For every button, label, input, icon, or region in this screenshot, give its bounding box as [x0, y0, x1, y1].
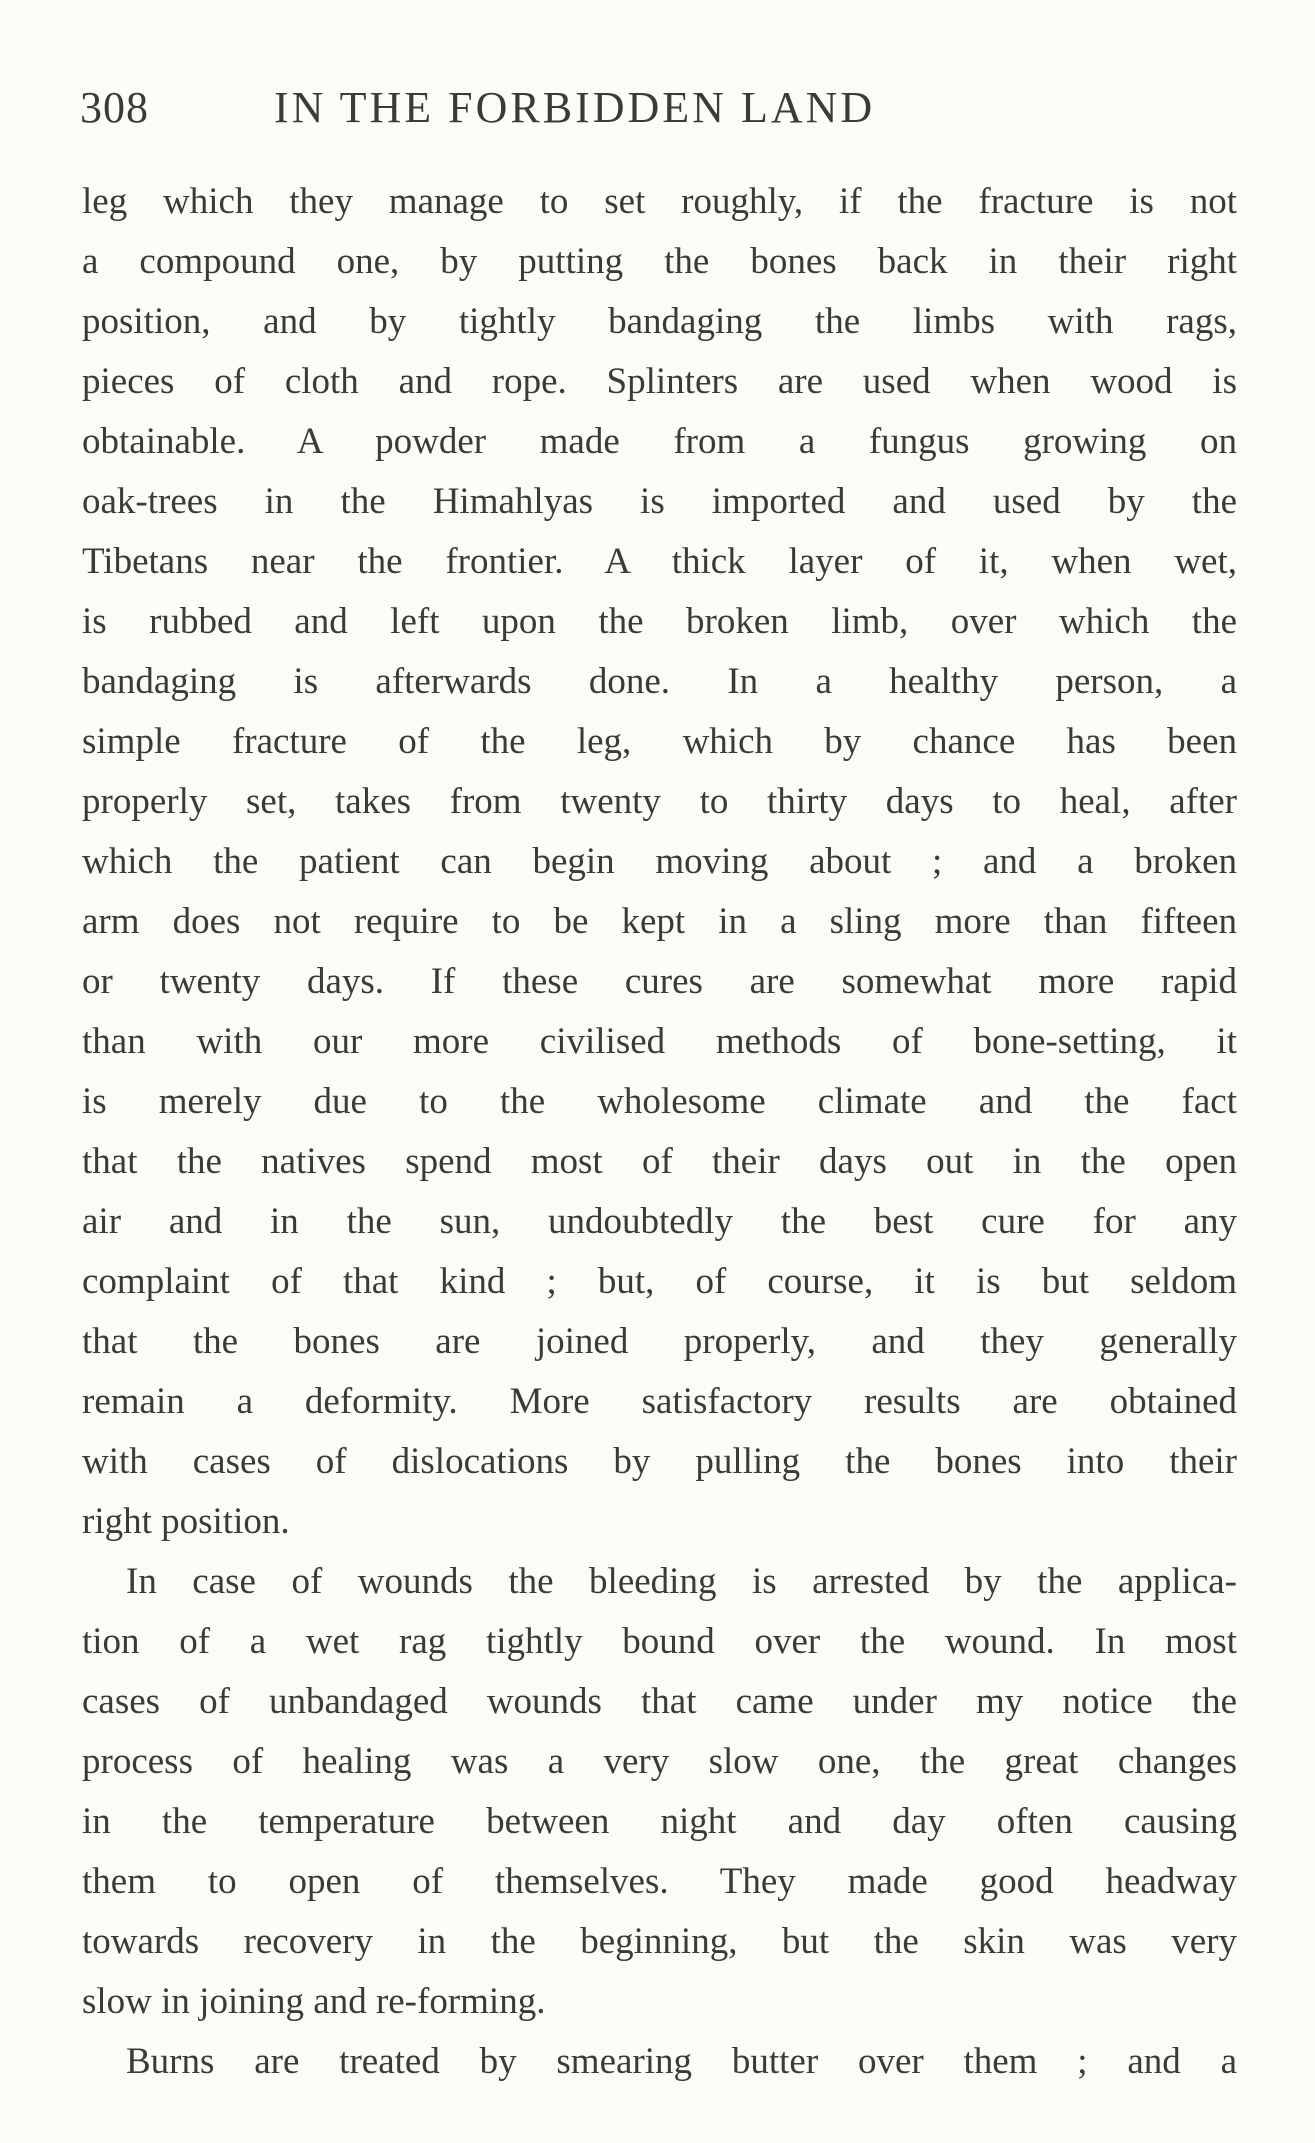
text-line: properly set, takes from twenty to thirty days to heal, after	[82, 781, 1237, 822]
text-line: oak-trees in the Himahlyas is imported and used by the	[82, 481, 1237, 522]
text-line: slow in joining and re-forming.	[82, 1981, 546, 2022]
text-line: process of healing was a very slow one, the great changes	[82, 1741, 1237, 1782]
text-line: a compound one, by putting the bones back in their right	[82, 241, 1237, 282]
text-line: that the natives spend most of their days out in the open	[82, 1141, 1237, 1182]
text-line: leg which they manage to set roughly, if the fracture is not	[82, 181, 1237, 222]
text-line: Tibetans near the frontier. A thick layer of it, when wet,	[82, 541, 1237, 582]
text-line: right position.	[82, 1501, 290, 1542]
text-line: air and in the sun, undoubtedly the best cure for any	[82, 1201, 1237, 1242]
text-line: In case of wounds the bleeding is arrested by the applica-	[126, 1561, 1237, 1602]
text-line: Burns are treated by smearing butter over them ; and a	[126, 2041, 1237, 2082]
text-line: is merely due to the wholesome climate and the fact	[82, 1081, 1237, 1122]
text-line: is rubbed and left upon the broken limb, over which the	[82, 601, 1237, 642]
page-header	[80, 82, 1240, 142]
text-line: bandaging is afterwards done. In a healthy person, a	[82, 661, 1237, 702]
text-line: that the bones are joined properly, and they generally	[82, 1321, 1237, 1362]
text-line: cases of unbandaged wounds that came under my notice the	[82, 1681, 1237, 1722]
text-line: remain a deformity. More satisfactory results are obtained	[82, 1381, 1237, 1422]
text-line: simple fracture of the leg, which by chance has been	[82, 721, 1237, 762]
text-line: towards recovery in the beginning, but the skin was very	[82, 1921, 1237, 1962]
text-line: which the patient can begin moving about ; and a broken	[82, 841, 1237, 882]
text-line: than with our more civilised methods of bone-setting, it	[82, 1021, 1237, 1062]
page-number: 308	[80, 83, 149, 132]
text-line: arm does not require to be kept in a sling more than fifteen	[82, 901, 1237, 942]
text-line: tion of a wet rag tightly bound over the wound. In most	[82, 1621, 1237, 1662]
text-line: in the temperature between night and day often causing	[82, 1801, 1237, 1842]
text-line: them to open of themselves. They made good headway	[82, 1861, 1237, 1902]
text-line: with cases of dislocations by pulling the bones into their	[82, 1441, 1237, 1482]
text-line: position, and by tightly bandaging the limbs with rags,	[82, 301, 1237, 342]
body-text	[82, 172, 1237, 2092]
text-line: or twenty days. If these cures are somewhat more rapid	[82, 961, 1237, 1002]
running-title: IN THE FORBIDDEN LAND	[274, 83, 876, 132]
text-line: obtainable. A powder made from a fungus growing on	[82, 421, 1237, 462]
text-line: pieces of cloth and rope. Splinters are used when wood is	[82, 361, 1237, 402]
text-line: complaint of that kind ; but, of course, it is but seldom	[82, 1261, 1237, 1302]
